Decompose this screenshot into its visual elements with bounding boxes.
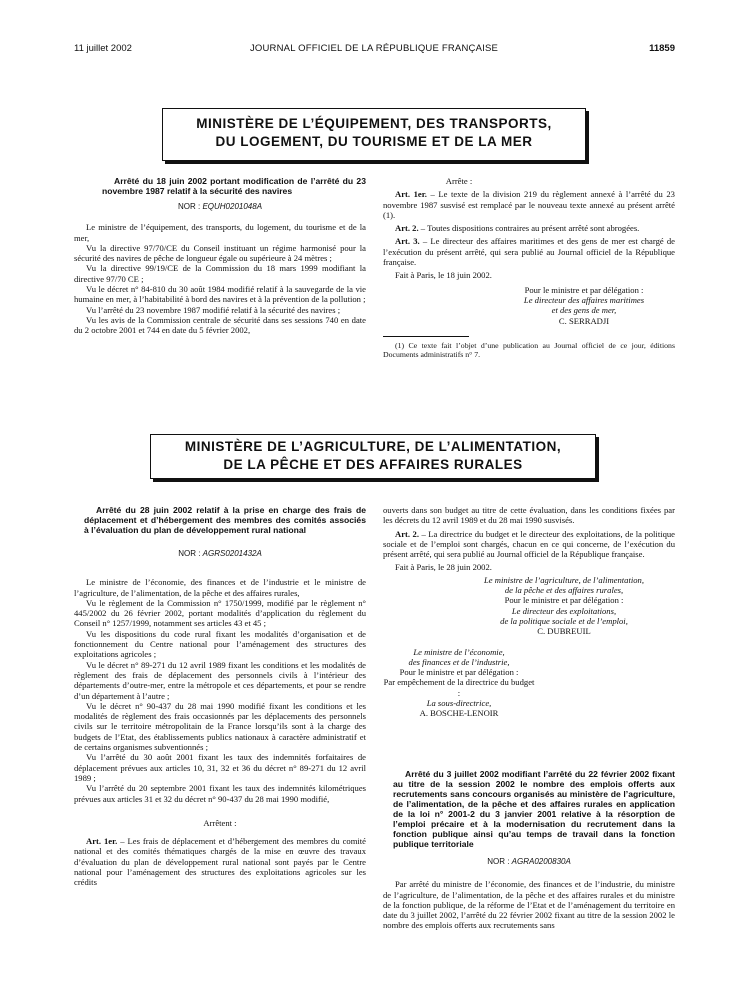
footnote-divider	[383, 336, 469, 337]
nor-code: AGRS0201432A	[202, 549, 262, 558]
fait-a-paris: Fait à Paris, le 18 juin 2002.	[395, 270, 492, 281]
arrete-title: Arrêté du 28 juin 2002 relatif à la prise en charge des frais de déplacement et d’hébergement des membres des comités associés à l’évaluation du plan de développement rural national	[84, 505, 366, 535]
nor-reference	[74, 202, 366, 212]
article-label: Art. 2.	[395, 528, 419, 539]
article-2	[383, 223, 675, 233]
page-header	[0, 43, 748, 57]
signature-block	[493, 285, 675, 326]
signature-line: de la pêche et des affaires rurales,	[504, 585, 624, 596]
ministry-name-line1: MINISTÈRE DE L’ÉQUIPEMENT, DES TRANSPORTS,	[196, 116, 552, 131]
ministry-banner-equipement	[162, 108, 586, 161]
article-text: – Le texte de la division 219 du règlement annexé à l’arrêté du 23 novembre 1987 susvisé est remplacé par le nouveau texte annexé au présent arrêté (1).	[383, 189, 675, 220]
nor-label: NOR :	[487, 857, 510, 866]
section2-right-column	[383, 505, 675, 719]
journal-title: JOURNAL OFFICIEL DE LA RÉPUBLIQUE FRANÇAISE	[249, 43, 499, 54]
preamble-paragraph: Vu le décret n° 89-271 du 12 avril 1989 fixant les conditions et les modalités de règlement des frais de déplacement des personnels civils à l’intérieur des départements d’outre-mer, entre la métropole et ces départements, et pour se rendre d’un département à l’autre ;	[74, 659, 366, 701]
arrete-title: Arrêté du 3 juillet 2002 modifiant l’arrêté du 22 février 2002 fixant au titre de la session 2002 le nombre des emplois offerts aux recrutements sans concours organisés au ministère de l’agriculture, de l’alimentation, de la pêche et des affaires rurales en application de la loi n° 2001-2 du 3 janvier 2001 relative à la résorption de l’emploi précaire et à la modernisation du recrutement dans la fonction publique ainsi qu’au temps de travail dans la fonction publique territoriale	[393, 769, 675, 849]
preamble-paragraph: Vu les avis de la Commission centrale de sécurité dans ses sessions 740 en date du 2 octobre 2001 et 744 en date du 5 février 2002,	[74, 314, 366, 336]
nor-code: EQUH0201048A	[202, 202, 263, 211]
body-paragraph: Par arrêté du ministre de l’économie, des finances et de l’industrie, du ministre de l’agriculture, de l’alimentation, de la pêche et des affaires rurales et du ministre de la fonction publique, de la réforme de l’Etat et de l’aménagement du territoire en date du 3 juillet 2002, l’arrêté du 22 février 2002 fixant au titre de la session 2002 le nombre des emplois offerts aux recrutements sans	[383, 879, 675, 931]
signature-line: Le ministre de l’économie,	[413, 646, 505, 657]
nor-code: AGRA0200830A	[511, 857, 571, 866]
article-label: Art. 1er.	[395, 189, 427, 200]
article-text: – La directrice du budget et le directeur des exploitations, de la politique sociale et de l’emploi sont chargés, chacun en ce qui concerne, de l’exécution du présent arrêté, qui sera publié au Journal officiel de la République française.	[383, 528, 676, 560]
fait-a-paris: Fait à Paris, le 28 juin 2002.	[395, 562, 492, 573]
signature-line: Pour le ministre et par délégation :	[399, 667, 519, 678]
ministry-name-line2: DE LA PÊCHE ET DES AFFAIRES RURALES	[223, 457, 523, 472]
ministry-name-line1: MINISTÈRE DE L’AGRICULTURE, DE L’ALIMENTATION,	[184, 439, 562, 454]
article-1	[74, 836, 366, 887]
ministry-name-line2: DU LOGEMENT, DU TOURISME ET DE LA MER	[215, 134, 533, 149]
signature-line: Par empêchement de la directrice du budget :	[383, 677, 535, 698]
preamble-paragraph: Vu les dispositions du code rural fixant les modalités d’organisation et de fonctionnement du Centre national pour l’aménagement des structures des exploitations agricoles ;	[74, 628, 366, 660]
preamble-paragraph: Vu le décret n° 90-437 du 28 mai 1990 modifié fixant les conditions et les modalités de règlement des frais occasionnés par les déplacements des personnels civils sur le territoire métropolitain de la France lorsqu’ils sont à la charge des budgets de l’Etat, des établissements publics nationaux à caractère administratif et de certains organismes subventionnés ;	[74, 700, 366, 753]
signature-line: Pour le ministre et par délégation :	[524, 284, 644, 295]
preamble-paragraph: Vu l’arrêté du 30 août 2001 fixant les taux des indemnités forfaitaires de déplacement prévues aux articles 10, 31, 32 et 36 du décret n° 89-271 du 12 avril 1989 ;	[74, 752, 366, 783]
footnote: (1) Ce texte fait l’objet d’une publication au Journal officiel de ce jour, éditions Documents administratifs n° 7.	[383, 340, 675, 360]
preamble-paragraph: Vu l’arrêté du 23 novembre 1987 modifié relatif à la sécurité des navires ;	[86, 304, 341, 315]
signatory-name: A. BOSCHE-LENOIR	[419, 708, 499, 719]
article-text: – Le directeur des affaires maritimes et des gens de mer est chargé de l’exécution du présent arrêté, qui sera publié au Journal officiel de la République française.	[383, 236, 675, 268]
article-1-continued: ouverts dans son budget au titre de cette évaluation, dans les conditions fixées par les décrets du 12 avril 1989 et du 28 mai 1990 susvisés.	[383, 505, 675, 526]
signature-block-economie	[383, 647, 535, 719]
nor-reference	[383, 857, 675, 867]
nor-label: NOR :	[177, 202, 201, 211]
section2-left-column	[74, 505, 366, 888]
signature-line: et des gens de mer,	[551, 305, 617, 316]
preamble-paragraph: Vu la directive 97/70/CE du Conseil instituant un régime harmonisé pour la sécurité des navires de pêche de longueur égale ou supérieure à 24 mètres ;	[74, 242, 366, 264]
article-3	[383, 236, 675, 267]
signature-line: Le directeur des affaires maritimes	[523, 294, 645, 305]
preamble-paragraph: Le ministre de l’équipement, des transports, du logement, du tourisme et de la mer,	[74, 222, 366, 243]
preamble-paragraph: Vu la directive 99/19/CE de la Commission du 18 mars 1999 modifiant la directive 97/70 CE ;	[74, 263, 366, 284]
article-label: Art. 3.	[395, 236, 420, 247]
signature-line: Pour le ministre et par délégation :	[504, 595, 624, 606]
article-text: – Toutes dispositions contraires au présent arrêté sont abrogées.	[418, 223, 640, 234]
article-label: Art. 2.	[395, 223, 419, 234]
article-2	[383, 529, 675, 560]
signature-line: de la politique sociale et de l’emploi,	[500, 615, 628, 626]
signature-line: La sous-directrice,	[426, 698, 492, 709]
page-number: 11859	[649, 43, 675, 54]
nor-reference	[74, 549, 366, 559]
section1-left-column	[74, 176, 366, 336]
signature-block-agriculture	[453, 575, 675, 637]
section1-right-column	[383, 176, 675, 359]
signatory-name: C. SERRADJI	[558, 315, 610, 326]
article-1	[383, 189, 675, 220]
article-text: – Les frais de déplacement et d’hébergement des membres du comité national et des comités thématiques chargés de la mise en œuvre des travaux d’évaluation du plan de développement rural national sont payés par le Centre national pour l’aménagement des structures des exploitations agricoles sur les crédits	[74, 836, 366, 888]
arrete-title: Arrêté du 18 juin 2002 portant modification de l’arrêté du 23 novembre 1987 relatif à la sécurité des navires	[102, 176, 366, 196]
preamble-paragraph: Vu l’arrêté du 20 septembre 2001 fixant les taux des indemnités kilométriques prévues aux articles 31 et 32 du décret n° 90-437 du 28 mai 1990 modifié,	[74, 783, 366, 804]
preamble-paragraph: Vu le règlement de la Commission n° 1750/1999, modifié par le règlement n° 445/2002 du 26 février 2002, portant modalités d’application du règlement du Conseil n° 1257/1999, notamment ses articles 43 et 45 ;	[74, 597, 366, 629]
signature-line: Le ministre de l’agriculture, de l’alimentation,	[484, 574, 644, 585]
signatory-name: C. DUBREUIL	[537, 626, 591, 637]
preamble-paragraph: Le ministre de l’économie, des finances et de l’industrie et le ministre de l’agriculture, de l’alimentation, de la pêche et des affaires rurales,	[74, 577, 366, 598]
preamble-paragraph: Vu le décret n° 84-810 du 30 août 1984 modifié relatif à la sauvegarde de la vie humaine en mer, à l’habitabilité à bord des navires et à la prévention de la pollution ;	[74, 284, 366, 305]
section3-right-column	[383, 769, 675, 931]
arretent-word: Arrêtent :	[203, 817, 237, 828]
nor-label: NOR :	[178, 549, 201, 558]
ministry-banner-agriculture	[150, 434, 596, 479]
article-label: Art. 1er.	[86, 836, 118, 847]
issue-date: 11 juillet 2002	[74, 43, 132, 54]
signature-line: des finances et de l’industrie,	[408, 656, 510, 667]
arrete-word: Arrête :	[445, 176, 473, 186]
signature-line: Le directeur des exploitations,	[511, 605, 617, 616]
